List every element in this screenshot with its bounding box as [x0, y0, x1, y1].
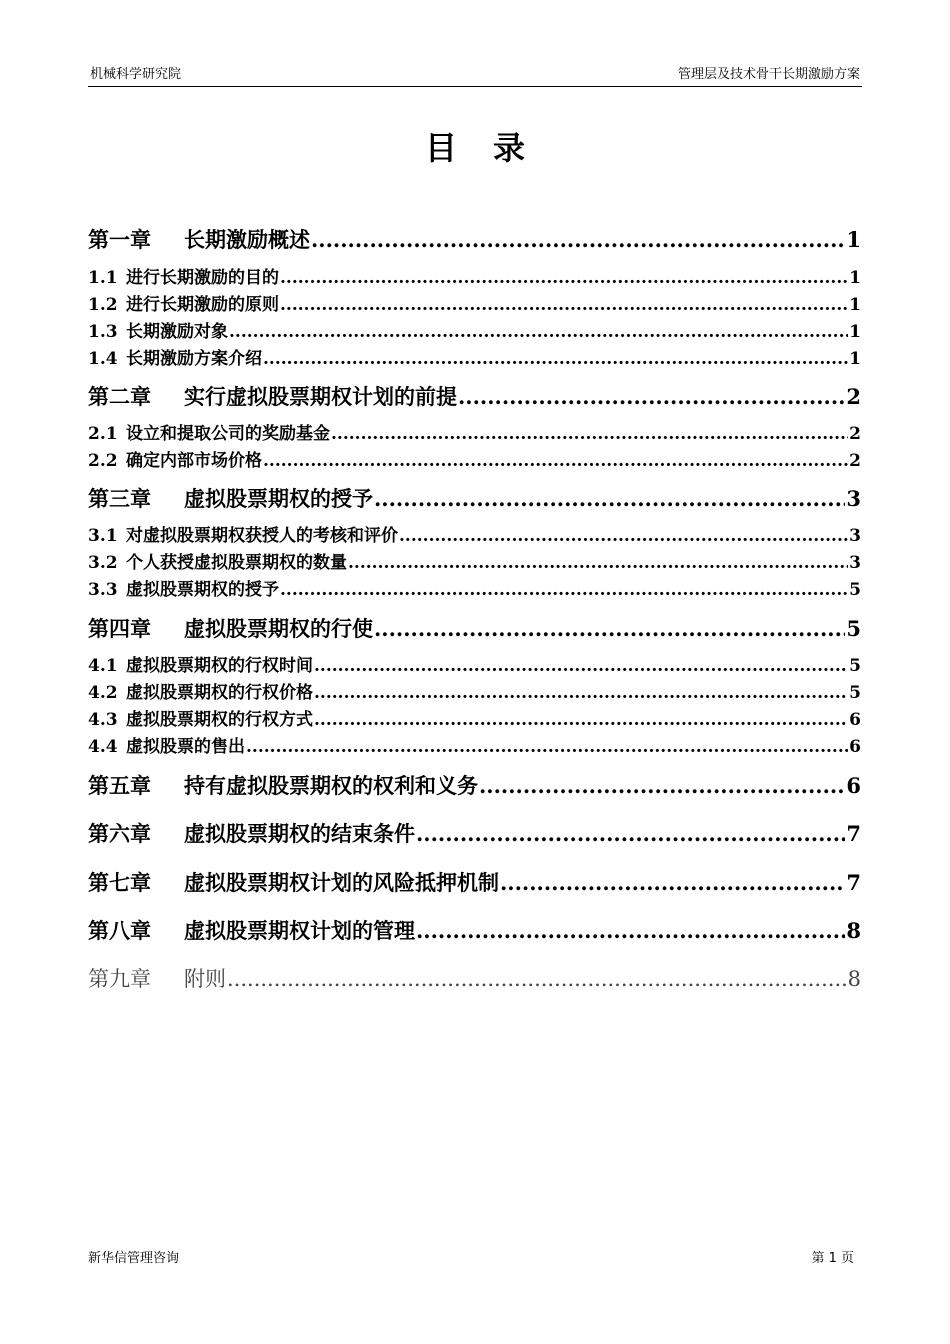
toc-section-3-3[interactable] [88, 578, 861, 602]
toc-text: 虚拟股票期权的授予 [184, 486, 373, 511]
toc-leader-dots [416, 820, 845, 848]
toc-page-number: 3 [846, 486, 861, 511]
toc-chapter-5[interactable] [88, 772, 861, 800]
toc-leader-dots [280, 293, 848, 317]
toc-leader-dots [263, 347, 848, 371]
toc-text: 长期激励对象 [126, 322, 228, 342]
toc-page-number: 1 [849, 295, 861, 315]
toc-page-number: 1 [849, 322, 861, 342]
toc-number: 第一章 [88, 227, 151, 252]
toc-number: 4.3 [88, 710, 118, 730]
toc-page-number: 1 [849, 349, 861, 369]
toc-leader-dots [314, 654, 848, 678]
toc-text: 虚拟股票期权计划的风险抵押机制 [184, 870, 499, 895]
toc-page-number: 5 [849, 683, 861, 703]
toc-number: 4.1 [88, 656, 118, 676]
toc-section-3-2[interactable] [88, 551, 861, 575]
toc-section-4-4[interactable] [88, 735, 861, 759]
toc-chapter-8[interactable] [88, 917, 861, 945]
toc-section-4-3[interactable] [88, 708, 861, 732]
toc-leader-dots [314, 681, 848, 705]
toc-chapter-9[interactable] [88, 965, 861, 993]
toc-leader-dots [280, 266, 848, 290]
toc-text: 虚拟股票期权的结束条件 [184, 821, 415, 846]
toc-text: 个人获授虚拟股票期权的数量 [126, 553, 347, 573]
toc-text: 虚拟股票期权的授予 [126, 580, 279, 600]
toc-number: 第七章 [88, 870, 151, 895]
toc-chapter-2[interactable] [88, 383, 861, 411]
toc-text: 虚拟股票的售出 [126, 737, 245, 757]
header-organization: 机械科学研究院 [90, 67, 182, 82]
toc-page-number: 3 [849, 526, 861, 546]
toc-text: 持有虚拟股票期权的权利和义务 [184, 773, 478, 798]
toc-chapter-4[interactable] [88, 615, 861, 643]
toc-section-4-2[interactable] [88, 681, 861, 705]
toc-chapter-7[interactable] [88, 869, 861, 897]
toc-text: 实行虚拟股票期权计划的前提 [184, 384, 457, 409]
toc-number: 3.2 [88, 553, 118, 573]
toc-page-number: 2 [846, 384, 861, 409]
footer-company: 新华信管理咨询 [88, 1251, 180, 1266]
toc-page-number: 2 [849, 451, 861, 471]
toc-number: 3.3 [88, 580, 118, 600]
toc-leader-dots [314, 708, 848, 732]
toc-number: 第八章 [88, 918, 151, 943]
toc-leader-dots [416, 917, 845, 945]
toc-text: 确定内部市场价格 [126, 451, 262, 471]
toc-leader-dots [479, 772, 845, 800]
toc-text: 长期激励概述 [184, 227, 310, 252]
toc-page-number: 1 [846, 227, 861, 252]
toc-number: 2.1 [88, 424, 118, 444]
toc-page-number: 3 [849, 553, 861, 573]
toc-page-number: 6 [849, 737, 861, 757]
toc-page-number: 7 [846, 821, 861, 846]
toc-page-number: 5 [849, 656, 861, 676]
toc-text: 对虚拟股票期权获授人的考核和评价 [126, 526, 398, 546]
toc-leader-dots [500, 869, 845, 897]
toc-page-number: 5 [849, 580, 861, 600]
toc-page-number: 6 [846, 773, 861, 798]
toc-text: 长期激励方案介绍 [126, 349, 262, 369]
toc-number: 1.1 [88, 268, 118, 288]
toc-leader-dots [263, 449, 848, 473]
toc-section-1-4[interactable] [88, 347, 861, 371]
toc-section-3-1[interactable] [88, 524, 861, 548]
toc-leader-dots [374, 615, 845, 643]
toc-section-2-2[interactable] [88, 449, 861, 473]
toc-number: 2.2 [88, 451, 118, 471]
toc-text: 设立和提取公司的奖励基金 [126, 424, 330, 444]
toc-text: 附则 [184, 967, 226, 991]
toc-leader-dots [399, 524, 848, 548]
page-title: 目录 [424, 129, 561, 167]
toc-number: 第二章 [88, 384, 151, 409]
toc-leader-dots [280, 578, 848, 602]
toc-section-2-1[interactable] [88, 422, 861, 446]
toc-text: 进行长期激励的原则 [126, 295, 279, 315]
toc-number: 1.2 [88, 295, 118, 315]
footer-page-number: 第 1 页 [811, 1251, 854, 1266]
toc-number: 第九章 [88, 967, 151, 991]
toc-number: 第六章 [88, 821, 151, 846]
toc-text: 虚拟股票期权的行权时间 [126, 656, 313, 676]
toc-chapter-1[interactable] [88, 226, 861, 254]
toc-number: 4.2 [88, 683, 118, 703]
toc-leader-dots [458, 383, 845, 411]
toc-leader-dots [229, 320, 848, 344]
toc-text: 虚拟股票期权的行使 [184, 616, 373, 641]
toc-text: 虚拟股票期权的行权价格 [126, 683, 313, 703]
toc-number: 3.1 [88, 526, 118, 546]
toc-text: 虚拟股票期权的行权方式 [126, 710, 313, 730]
toc-page-number: 2 [849, 424, 861, 444]
toc-text: 进行长期激励的目的 [126, 268, 279, 288]
toc-chapter-6[interactable] [88, 820, 861, 848]
toc-number: 第三章 [88, 486, 151, 511]
toc-section-1-3[interactable] [88, 320, 861, 344]
toc-number: 1.4 [88, 349, 118, 369]
toc-page-number: 8 [846, 918, 861, 943]
toc-number: 4.4 [88, 737, 118, 757]
toc-leader-dots [331, 422, 848, 446]
toc-number: 第四章 [88, 616, 151, 641]
toc-page-number: 5 [846, 616, 861, 641]
toc-leader-dots [246, 735, 848, 759]
toc-leader-dots [374, 485, 845, 513]
toc-leader-dots [227, 965, 847, 993]
toc-page-number: 1 [849, 268, 861, 288]
toc-leader-dots [311, 226, 845, 254]
toc-number: 第五章 [88, 773, 151, 798]
toc-page-number: 6 [849, 710, 861, 730]
toc-text: 虚拟股票期权计划的管理 [184, 918, 415, 943]
toc-leader-dots [348, 551, 848, 575]
toc-chapter-3[interactable] [88, 485, 861, 513]
toc-page-number: 7 [846, 870, 861, 895]
header-document-title: 管理层及技术骨干长期激励方案 [677, 67, 860, 82]
toc-page-number: 8 [847, 967, 861, 991]
toc-number: 1.3 [88, 322, 118, 342]
toc-section-4-1[interactable] [88, 654, 861, 678]
toc-section-1-1[interactable] [88, 266, 861, 290]
toc-section-1-2[interactable] [88, 293, 861, 317]
page-header [88, 66, 862, 87]
